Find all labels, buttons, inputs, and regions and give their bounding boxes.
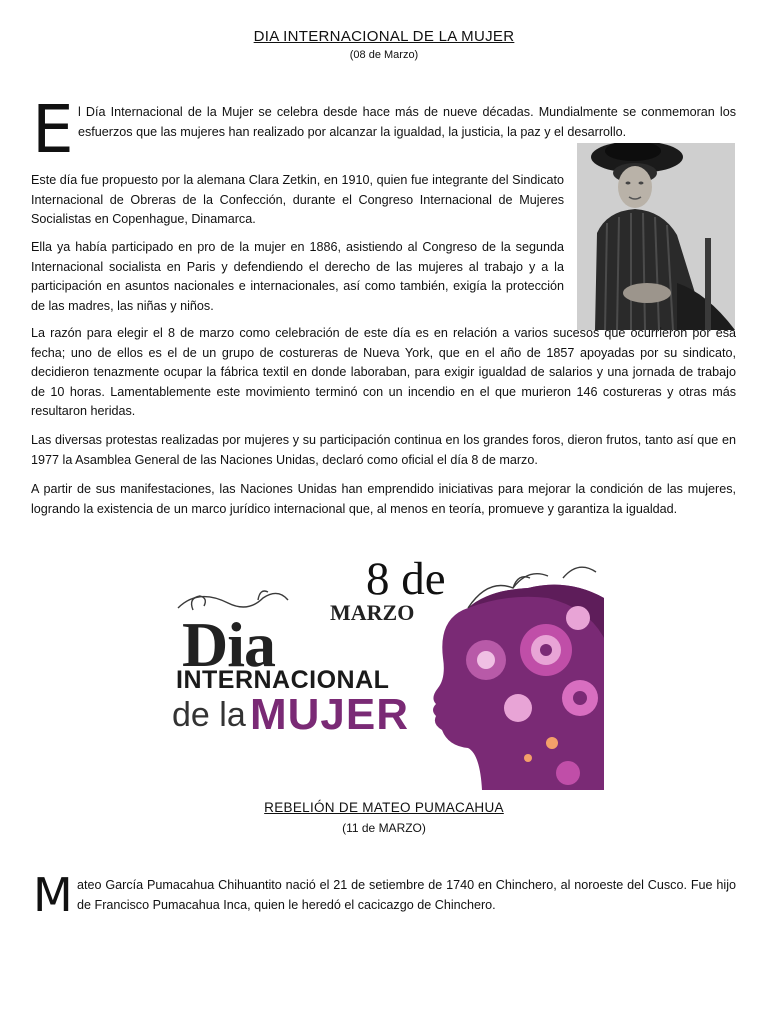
paragraph-6: A partir de sus manifestaciones, las Naciones Unidas han emprendido iniciativas para mejorar la condición de las mujeres, logrando la existencia de un marco jurídico internacional que, al menos en teoría, promueve y garantiza la igualdad. bbox=[31, 482, 736, 516]
banner-dia: Dia bbox=[182, 609, 275, 680]
banner-month: MARZO bbox=[330, 600, 415, 625]
section-title-pumacahua: REBELIÓN DE MATEO PUMACAHUA bbox=[264, 800, 504, 815]
paragraph-4 bbox=[31, 324, 736, 422]
banner-mujer: MUJER bbox=[250, 690, 410, 739]
womens-day-banner bbox=[168, 548, 604, 790]
section-date-pumacahua: (11 de MARZO) bbox=[342, 821, 426, 835]
paragraph-intro-text: l Día Internacional de la Mujer se celebra desde hace más de nueve décadas. Mundialmente se conmemoran los esfuerzos que las mujeres han realizado por alcanzar la igualdad, la justicia, la paz y el desarrollo. bbox=[78, 105, 736, 139]
paragraph-2: Este día fue propuesto por la alemana Clara Zetkin, en 1910, quien fue integrante del Sindicato Internacional de Obreras de la Confección, durante el Congreso Internacional de Mujeres Socialistas en Copenhague, Dinamarca. bbox=[31, 173, 564, 226]
banner-date-number: 8 de bbox=[366, 553, 446, 605]
clara-zetkin-photo bbox=[577, 143, 735, 330]
banner-internacional: INTERNACIONAL bbox=[176, 666, 390, 694]
paragraph-pumacahua: ateo García Pumacahua Chihuantito nació el 21 de setiembre de 1740 en Chinchero, al noroeste del Cusco. Fue hijo de Francisco Pumacahua Inca, quien le heredó el cacicazgo de Chinchero. bbox=[77, 878, 736, 912]
paragraph-5: Las diversas protestas realizadas por mujeres y su participación continua en los grandes foros, dieron frutos, tanto así que en 1977 la Asamblea General de las Naciones Unidas, declaró como oficial el día 8 de marzo. bbox=[31, 433, 736, 467]
paragraph-3: Ella ya había participado en pro de la mujer en 1886, asistiendo al Congreso de la segunda Internacional socialista en Paris y defendiendo el derecho de las mujeres al trabajo y a la participación en asuntos nacionales e internacionales, así como también, exigía la protección de las madres, las niñas y niños. bbox=[31, 240, 564, 313]
page-subtitle-date: (08 de Marzo) bbox=[349, 49, 419, 61]
paragraph-4-text: La razón para elegir el 8 de marzo como celebración de este día es en relación a varios sucesos que ocurrieron por esa fecha; uno de ellos es el de un grupo de costureras de Nueva York, que en el año de 1857 apoyadas por su sindicato, decidieron tenazmente ocupar la fábrica textil en donde laboraban, para exigir igualdad de salarios y una jornada de trabajo de 10 horas. Lamentablemente este movimiento terminó con un incendio en el que murieron 146 costureras y otras más resultaron heridas. bbox=[31, 326, 736, 418]
drop-cap: E bbox=[32, 91, 74, 168]
banner-de-la: de la bbox=[172, 696, 246, 734]
page-title: DIA INTERNACIONAL DE LA MUJER bbox=[253, 28, 515, 45]
paragraph-intro bbox=[78, 103, 736, 142]
drop-cap-m: M bbox=[33, 868, 73, 922]
